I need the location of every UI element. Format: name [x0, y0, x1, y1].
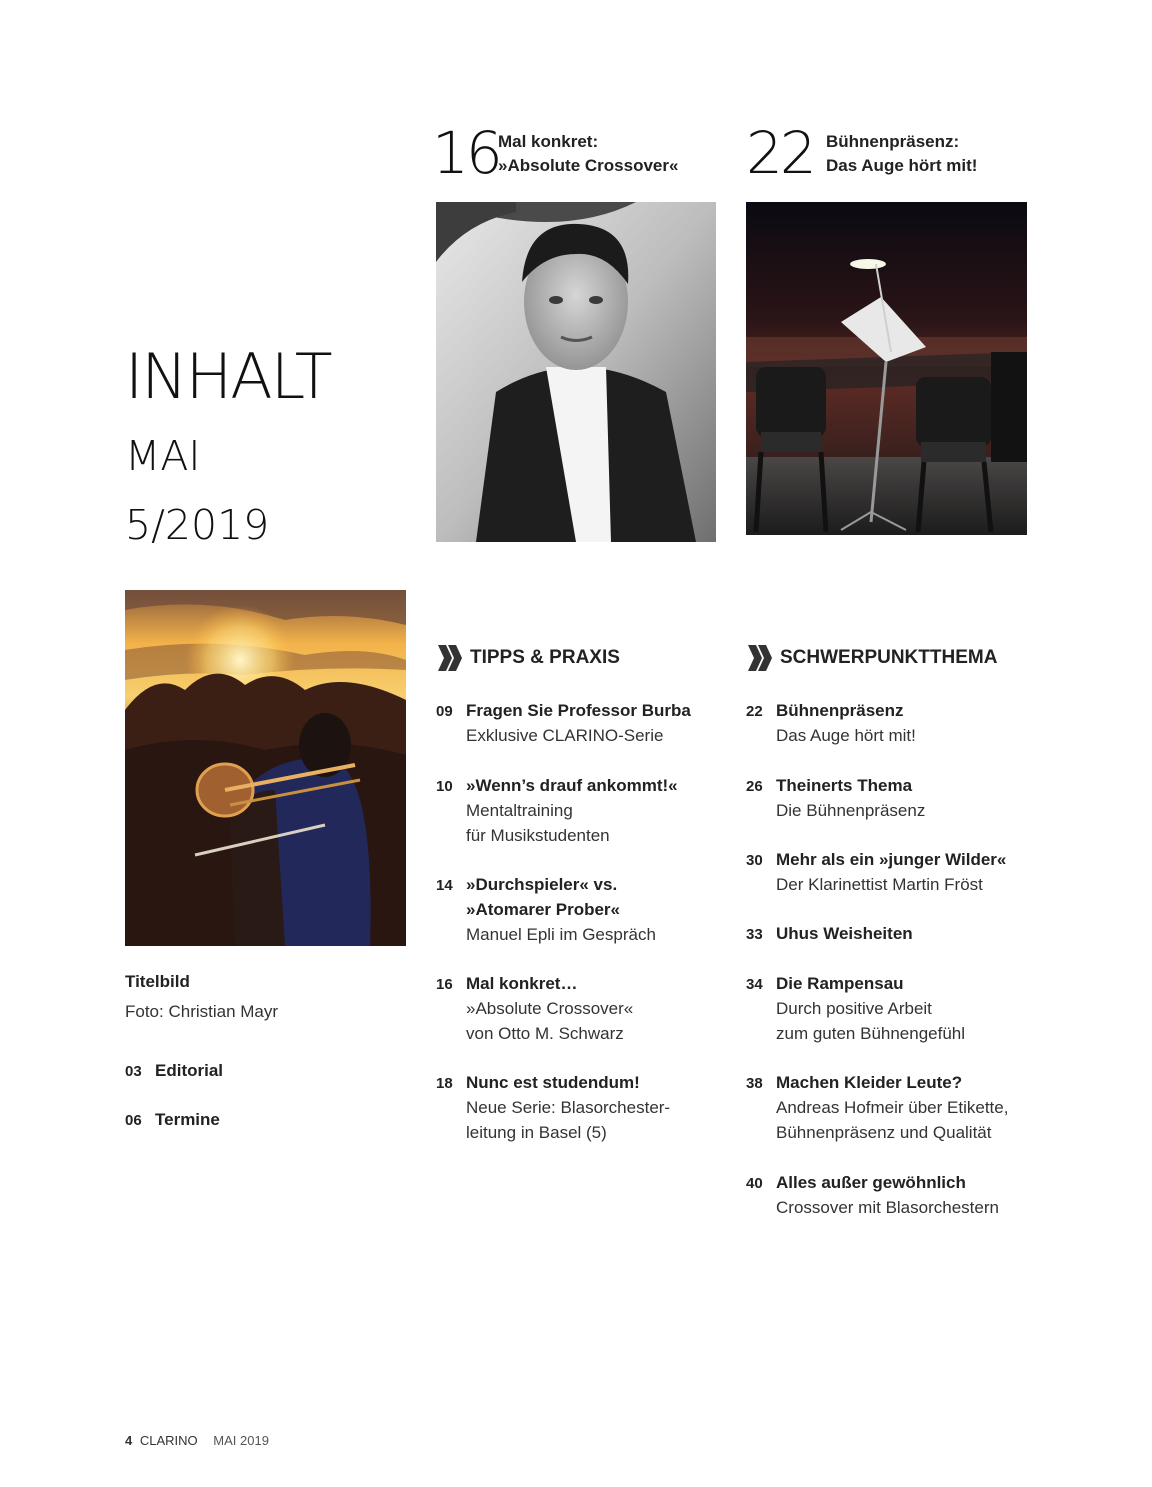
entry-subtitle: Der Klarinettist Martin Fröst [776, 875, 983, 894]
toc-entry[interactable] [746, 971, 1046, 1046]
page-number: 40 [746, 1175, 763, 1192]
teaser-title[interactable] [498, 130, 678, 178]
page-number: 14 [436, 877, 453, 894]
toc-entry[interactable] [436, 971, 726, 1046]
entry-subtitle: Exklusive CLARINO-Serie [466, 726, 664, 745]
entry-subtitle: von Otto M. Schwarz [466, 1024, 624, 1043]
entry-title: Alles außer gewöhnlich [776, 1173, 966, 1192]
toc-entry[interactable] [436, 698, 726, 748]
toc-entry[interactable] [746, 921, 1046, 946]
section-title: SCHWERPUNKTTHEMA [780, 647, 998, 668]
entry-subtitle: zum guten Bühnengefühl [776, 1024, 966, 1043]
page-number: 30 [746, 852, 763, 869]
entry-title: Uhus Weisheiten [776, 924, 913, 943]
page-number: 10 [436, 778, 453, 795]
toc-entry[interactable] [436, 872, 726, 947]
page-number: 18 [436, 1075, 453, 1092]
page-number: 22 [746, 703, 763, 720]
entry-title: Editorial [155, 1061, 224, 1080]
page-number: 38 [746, 1075, 763, 1092]
issue-number: 5/2019 [125, 501, 270, 549]
teaser-line: Bühnenpräsenz: [826, 132, 960, 151]
entry-subtitle: Crossover mit Blasorchestern [776, 1198, 999, 1217]
page-title: INHALT [125, 340, 331, 413]
toc-entry[interactable] [436, 1070, 726, 1145]
footer-magazine: CLARINO [139, 1433, 198, 1448]
entry-title: »Durchspieler« vs. [466, 875, 618, 894]
toc-entry[interactable] [746, 1170, 1046, 1220]
entry-subtitle: Durch positive Arbeit [776, 999, 932, 1018]
section-title: TIPPS & PRAXIS [470, 647, 620, 668]
issue-month: MAI [125, 432, 201, 480]
toc-entry[interactable] [125, 1058, 385, 1083]
footer-page-number: 4 [125, 1433, 133, 1448]
entry-title: »Atomarer Prober« [466, 900, 621, 919]
page-number: 06 [125, 1112, 142, 1129]
toc-entry[interactable] [746, 847, 1046, 897]
page-number: 26 [746, 778, 763, 795]
entry-title: Die Rampensau [776, 974, 904, 993]
entry-title: Bühnenpräsenz [776, 701, 904, 720]
entry-subtitle: Die Bühnenpräsenz [776, 801, 926, 820]
toc-entry[interactable] [746, 773, 1046, 823]
cover-label: Titelbild [125, 972, 190, 991]
entry-subtitle: Das Auge hört mit! [776, 726, 916, 745]
entry-title: Mal konkret… [466, 974, 578, 993]
page-number: 33 [746, 926, 763, 943]
entry-title: Mehr als ein »junger Wilder« [776, 850, 1007, 869]
portrait-photo[interactable] [436, 202, 716, 542]
teaser-number: 16 [432, 119, 500, 187]
page-footer [125, 1433, 269, 1448]
footer-date: MAI 2019 [213, 1433, 269, 1448]
entry-subtitle: Mentaltraining [466, 801, 573, 820]
entry-title: Theinerts Thema [776, 776, 913, 795]
teaser-line: Mal konkret: [498, 132, 599, 151]
teaser-line: »Absolute Crossover« [498, 156, 679, 175]
page-number: 34 [746, 976, 763, 993]
toc-entry[interactable] [125, 1107, 385, 1132]
teaser-number: 22 [746, 119, 814, 187]
entry-subtitle: »Absolute Crossover« [466, 999, 634, 1018]
entry-subtitle: Andreas Hofmeir über Etikette, [776, 1098, 1009, 1117]
entry-subtitle: für Musikstudenten [466, 826, 610, 845]
page-number: 03 [125, 1063, 142, 1080]
cover-credit: Foto: Christian Mayr [125, 1002, 279, 1021]
double-chevron-icon [746, 643, 774, 673]
toc-entry[interactable] [746, 1070, 1046, 1145]
cover-photo[interactable] [125, 590, 406, 946]
toc-entry[interactable] [436, 773, 726, 848]
page-number: 09 [436, 703, 453, 720]
cover-caption [125, 970, 278, 1030]
entry-subtitle: Bühnenpräsenz und Qualität [776, 1123, 992, 1142]
section-heading [746, 643, 997, 673]
toc-entry[interactable] [746, 698, 1046, 748]
entry-title: »Wenn’s drauf ankommt!« [466, 776, 678, 795]
entry-subtitle: Manuel Epli im Gespräch [466, 925, 656, 944]
stage-photo[interactable] [746, 202, 1027, 535]
entry-subtitle: Neue Serie: Blasorchester- [466, 1098, 671, 1117]
section-heading [436, 643, 620, 673]
page-number: 16 [436, 976, 453, 993]
entry-title: Termine [155, 1110, 220, 1129]
double-chevron-icon [436, 643, 464, 673]
entry-title: Machen Kleider Leute? [776, 1073, 963, 1092]
teaser-line: Das Auge hört mit! [826, 156, 978, 175]
entry-title: Nunc est studendum! [466, 1073, 640, 1092]
entry-title: Fragen Sie Professor Burba [466, 701, 691, 720]
entry-subtitle: leitung in Basel (5) [466, 1123, 607, 1142]
teaser-title[interactable] [826, 130, 977, 178]
